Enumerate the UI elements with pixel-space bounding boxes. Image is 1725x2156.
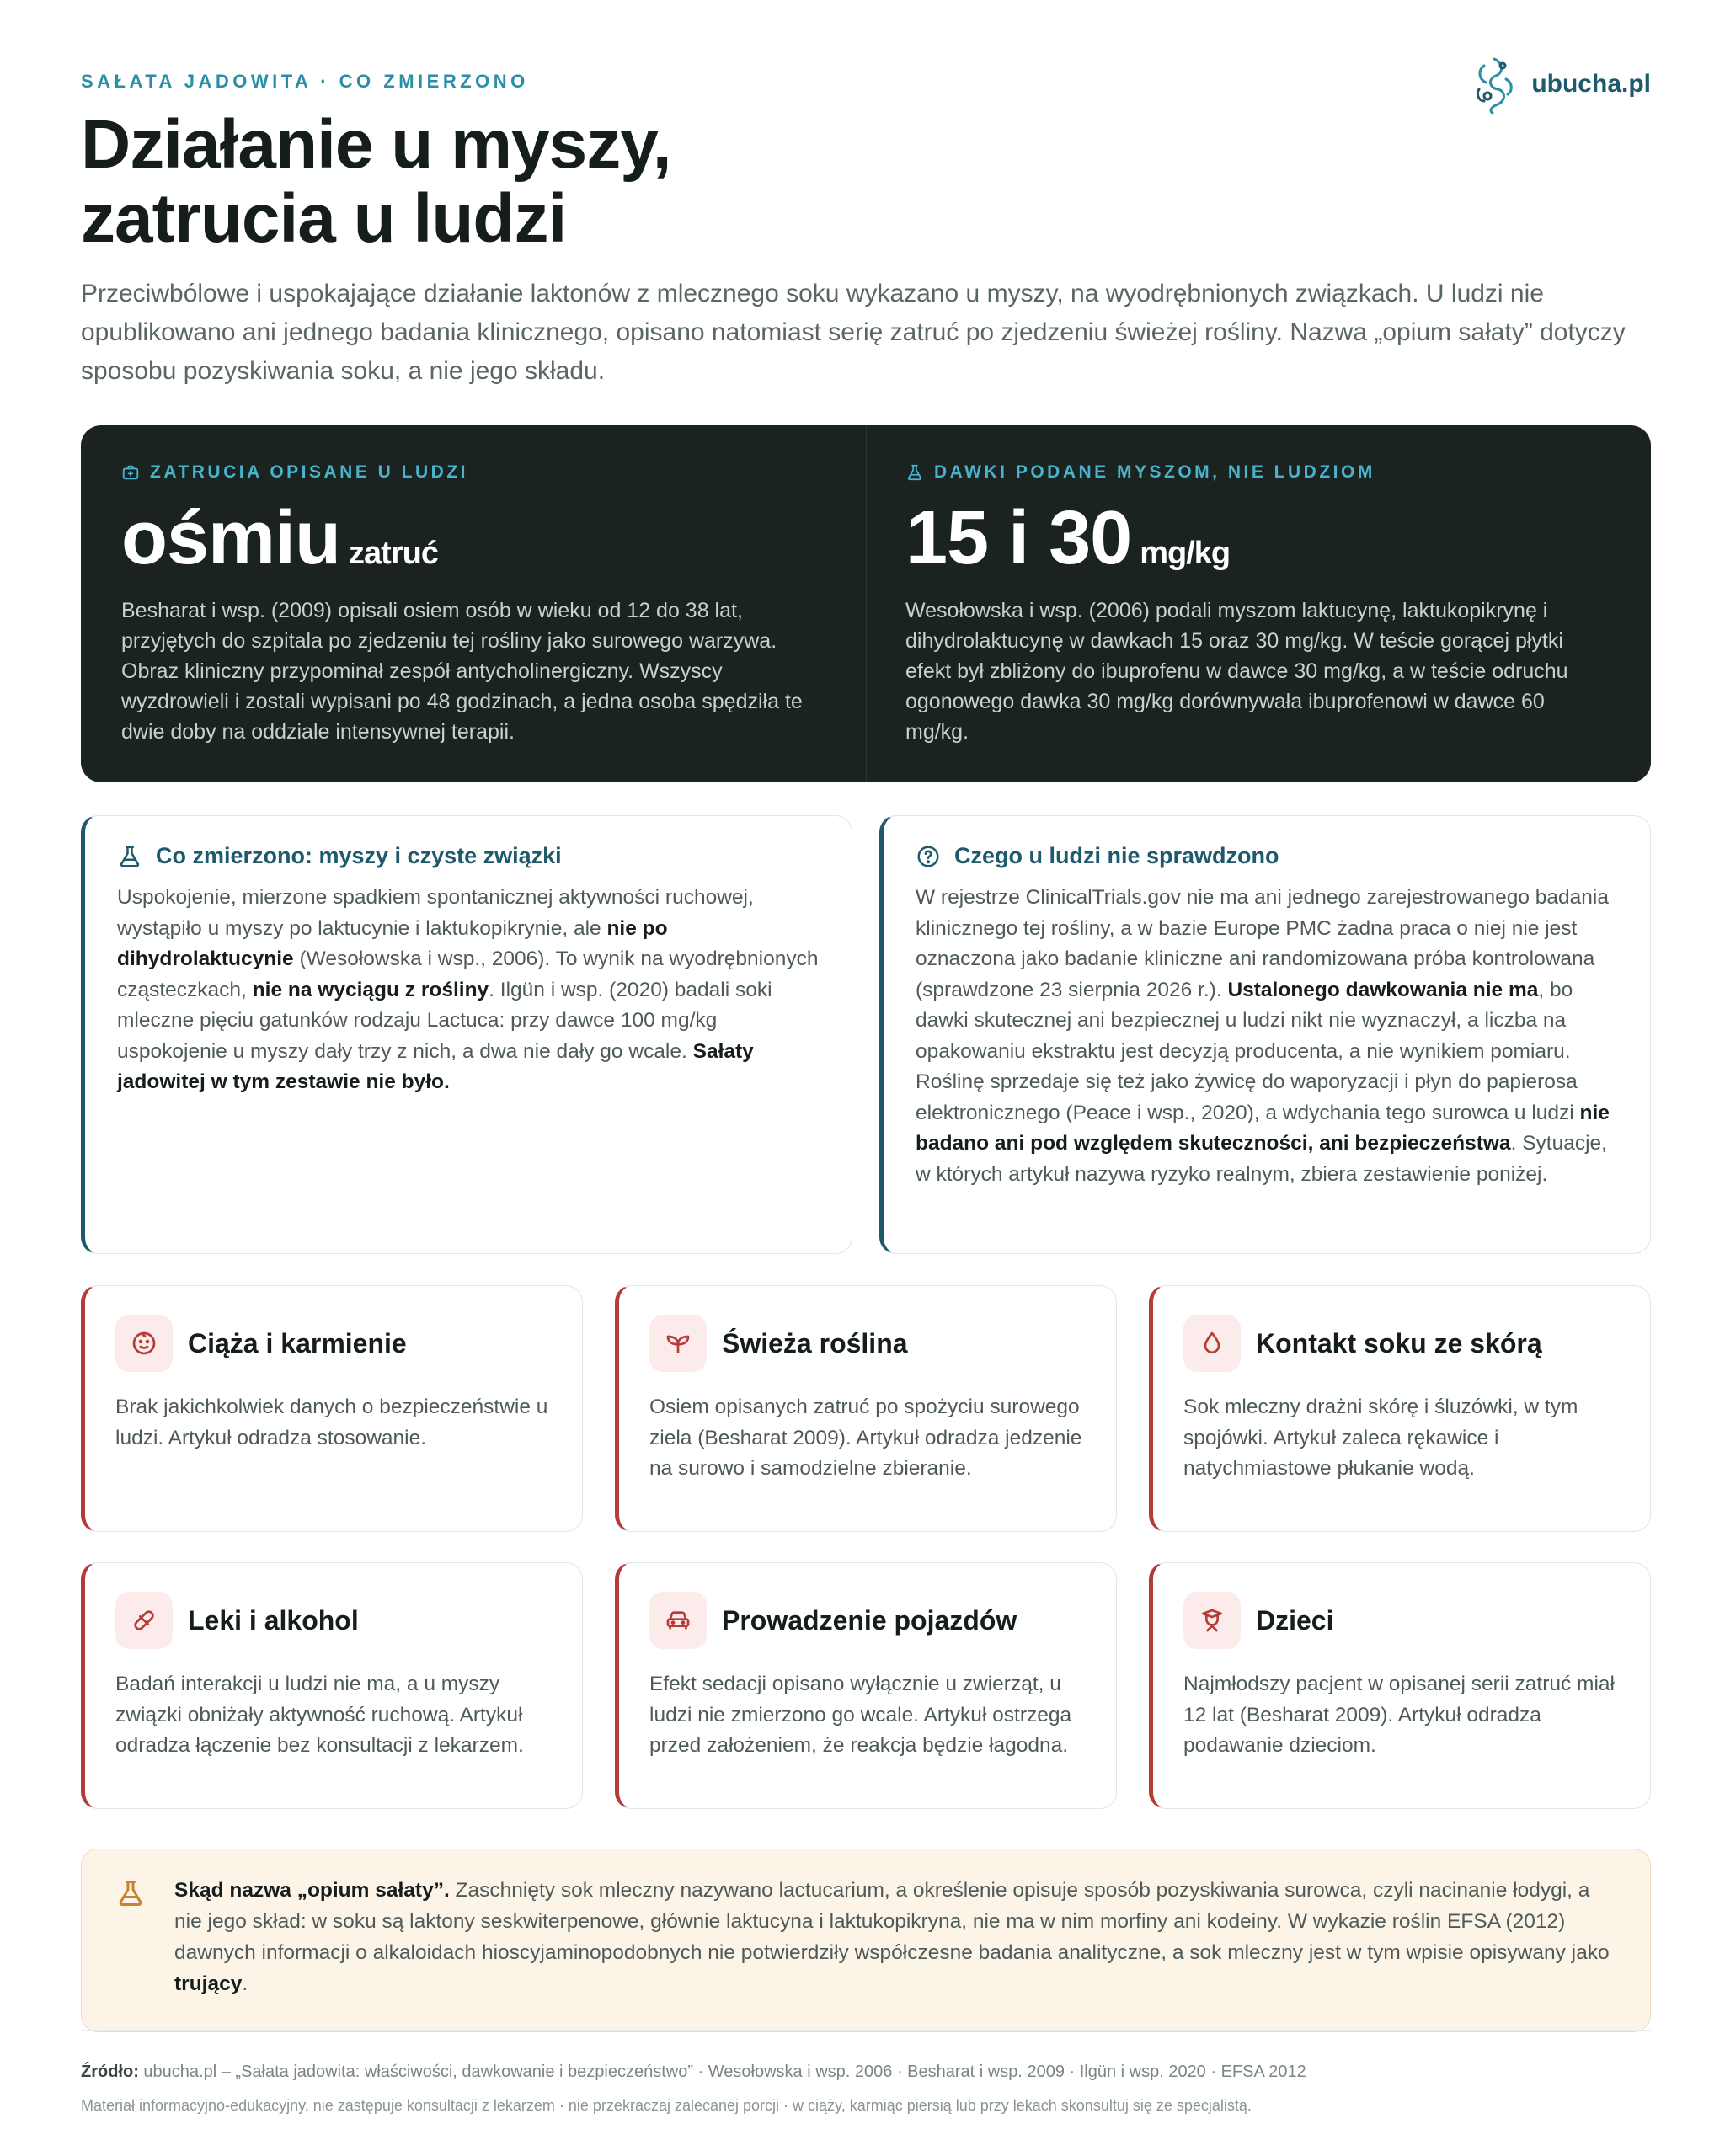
risk-text: Sok mleczny drażni skórę i śluzówki, w tym spojówki. Artykuł zaleca rękawice i natychmiastowe płukanie wodą. (1183, 1396, 1578, 1480)
footer-divider (81, 2030, 1651, 2031)
card-measured (81, 815, 852, 1254)
name-origin-note (81, 1849, 1651, 2032)
stat-description: Besharat i wsp. (2009) opisali osiem osób w wieku od 12 do 38 lat, przyjętych do szpitala po zjedzeniu tej rośliny jako surowego warzywa. Obraz kliniczny przypominał zespół antycholinergiczny. Wszyscy wyzdrowieli i zostali wypisani po 48 godzinach, a jedna osoba spędziła te dwie doby na oddziale intensywnej terapii. (121, 599, 803, 744)
disclaimer: Materiał informacyjno-edukacyjny, nie zastępuje konsultacji z lekarzem · nie przekraczaj zalecanej porcji · w ciąży, karmiąc piersią lub przy lekach skonsultuj się ze specjalistą. (81, 2097, 1252, 2114)
risk-heading (649, 1315, 1086, 1372)
risk-card-fresh-plant (615, 1285, 1117, 1532)
stat-label-text: ZATRUCIA OPISANE U LUDZI (150, 462, 468, 482)
question-circle-icon (916, 844, 941, 869)
risk-icon-box (1183, 1592, 1241, 1649)
stat-value (905, 496, 1610, 580)
stat-description: Wesołowska i wsp. (2006) podali myszom laktucynę, laktukopikrynę i dihydrolaktucynę w dawkach 15 oraz 30 mg/kg. W teście gorącej płytki efekt był zbliżony do ibuprofenu w dawce 30 mg/kg, a w teście odruchu ogonowego dawka 30 mg/kg dorównywała ibuprofenowi w dawce 60 mg/kg. (905, 599, 1568, 744)
stat-number: ośmiu (121, 496, 341, 580)
text-segment: . Sytuacje, w których artykuł nazywa ryzyko realnym, zbiera zestawienie poniżej. (916, 1132, 1607, 1186)
baby-face-icon (131, 1330, 158, 1357)
stat-doses (866, 425, 1651, 782)
stat-number: 15 i 30 (905, 496, 1132, 580)
risk-title: Dzieci (1256, 1604, 1334, 1636)
text-emphasis: Ustalonego dawkowania nie ma (1227, 978, 1539, 1001)
logo-text: ubucha.pl (1531, 70, 1651, 98)
risk-card-children (1149, 1562, 1651, 1809)
risk-text: Badań interakcji u ludzi nie ma, a u myszy związki obniżały aktywność ruchową. Artykuł odradza łączenie bez konsultacji z lekarzem. (115, 1673, 524, 1757)
card-body (117, 883, 820, 1098)
stat-label (905, 462, 1610, 483)
stat-unit: zatruć (349, 536, 438, 571)
card-heading (117, 843, 820, 869)
card-title: Czego u ludzi nie sprawdzono (954, 843, 1279, 868)
flask-icon (905, 463, 924, 482)
risk-icon-box (1183, 1315, 1241, 1372)
risk-text: Brak jakichkolwiek danych o bezpieczeństwie u ludzi. Artykuł odradza stosowanie. (115, 1396, 548, 1449)
risk-text: Osiem opisanych zatruć po spożyciu surowego ziela (Besharat 2009). Artykuł odradza jedzenie na surowo i samodzielne zbieranie. (649, 1396, 1082, 1480)
risk-card-skin-contact (1149, 1285, 1651, 1532)
page-title (81, 108, 671, 256)
stat-label-text: DAWKI PODANE MYSZOM, NIE LUDZIOM (934, 462, 1375, 482)
text-segment: (Wesołowska i wsp., 2006). To wynik na wyodrębnionych cząsteczkach, (117, 947, 819, 1001)
risk-title: Leki i alkohol (188, 1604, 359, 1636)
flask-icon (115, 1878, 146, 1908)
risk-text: Najmłodszy pacjent w opisanej serii zatruć miał 12 lat (Besharat 2009). Artykuł odradza podawanie dzieciom. (1183, 1673, 1615, 1757)
risk-heading (115, 1315, 552, 1372)
risk-icon-box (115, 1315, 173, 1372)
stat-poisonings (81, 425, 866, 782)
card-heading (916, 843, 1618, 869)
risk-heading (649, 1592, 1086, 1649)
title-line-2: zatrucia u ludzi (81, 180, 567, 257)
flask-icon (117, 844, 142, 869)
droplet-icon (1199, 1330, 1226, 1357)
text-emphasis: Sałaty jadowitej w tym zestawie nie było. (117, 1039, 754, 1093)
risk-icon-box (649, 1592, 707, 1649)
text-emphasis: nie po dihydrolaktucynie (117, 916, 668, 970)
pill-icon (131, 1607, 158, 1634)
kombucha-logo-icon (1469, 54, 1519, 115)
stat-unit: mg/kg (1140, 536, 1231, 571)
card-body (916, 883, 1618, 1190)
text-segment: W rejestrze ClinicalTrials.gov nie ma ani jednego zarejestrowanego badania klinicznego tej rośliny, a w bazie Europe PMC żadna praca o niej nie jest oznaczona jako badanie kliniczne ani randomizowana próba kontrolowana (sprawdzone 23 sierpnia 2026 r.). (916, 886, 1609, 1001)
risk-card-drugs-alcohol (81, 1562, 583, 1809)
text-segment: . Ilgün i wsp. (2020) badali soki mleczne pięciu gatunków rodzaju Lactuca: przy dawce 100 mg/kg uspokojenie u myszy dały trzy z nich, a dwa nie dały go wcale. (117, 978, 772, 1063)
sprout-icon (665, 1330, 692, 1357)
text-segment: . (242, 1972, 248, 1995)
risk-icon-box (115, 1592, 173, 1649)
kicker: SAŁATA JADOWITA · CO ZMIERZONO (81, 71, 529, 92)
note-body (174, 1875, 1616, 1999)
card-title: Co zmierzono: myszy i czyste związki (156, 843, 562, 868)
risk-card-pregnancy (81, 1285, 583, 1532)
risk-title: Świeża roślina (722, 1327, 908, 1358)
text-emphasis: nie badano ani pod względem skuteczności, ani bezpieczeństwa (916, 1101, 1610, 1155)
text-segment: Uspokojenie, mierzone spadkiem spontanicznej aktywności ruchowej, wystąpiło u myszy po laktucynie i laktukopikrynie, ale (117, 886, 754, 940)
stat-label (121, 462, 825, 483)
risk-card-driving (615, 1562, 1117, 1809)
risk-title: Ciąża i karmienie (188, 1327, 407, 1358)
text-segment: , bo dawki skutecznej ani bezpiecznej u ludzi nikt nie wyznaczył, a liczba na opakowaniu ekstraktu jest decyzją producenta, a nie wynikiem pomiaru. Roślinę sprzedaje się też jako żywicę do waporyzacji i płyn do papierosa elektronicznego (Peace i wsp., 2020), a wdychania tego surowca u ludzi (916, 978, 1580, 1124)
risk-icon-box (649, 1315, 707, 1372)
source-text: ubucha.pl – „Sałata jadowita: właściwości, dawkowanie i bezpieczeństwo” · Wesołowska i wsp. 2006 · Besharat i wsp. 2009 · Ilgün i wsp. 2020 · EFSA 2012 (138, 2063, 1306, 2081)
risk-text: Efekt sedacji opisano wyłącznie u zwierząt, u ludzi nie zmierzono go wcale. Artykuł ostrzega przed założeniem, że reakcja będzie łagodna. (649, 1673, 1072, 1757)
brand-logo[interactable] (1469, 54, 1651, 115)
text-emphasis: Skąd nazwa „opium sałaty”. (174, 1879, 450, 1902)
source-label: Źródło: (81, 2063, 139, 2081)
child-icon (1199, 1607, 1226, 1634)
risk-heading (1183, 1592, 1620, 1649)
stat-value (121, 496, 825, 580)
first-aid-kit-icon (121, 463, 140, 482)
car-icon (665, 1607, 692, 1634)
risk-title: Prowadzenie pojazdów (722, 1604, 1017, 1636)
risk-title: Kontakt soku ze skórą (1256, 1327, 1542, 1358)
stats-panel (81, 425, 1651, 782)
card-untested (879, 815, 1651, 1254)
risk-heading (1183, 1315, 1620, 1372)
text-emphasis: trujący (174, 1972, 243, 1995)
title-line-1: Działanie u myszy, (81, 106, 671, 183)
text-segment: Zaschnięty sok mleczny nazywano lactucarium, a określenie opisuje sposób pozyskiwania surowca, czyli nacinanie łodygi, a nie jego skład: w soku są laktony seskwiterpenowe, głównie laktucyna i laktukopikryna, nie ma w nim morfiny ani kodeiny. W wykazie roślin EFSA (2012) dawnych informacji o alkaloidach hioscyjaminopodobnych nie potwierdziły współczesne badania analityczne, a sok mleczny jest w tym wpisie opisywany jako (174, 1879, 1610, 1964)
lead-paragraph: Przeciwbólowe i uspokajające działanie laktonów z mlecznego soku wykazano u myszy, na wyodrębnionych związkach. U ludzi nie opublikowano ani jednego badania klinicznego, opisano natomiast serię zatruć po zjedzeniu świeżej rośliny. Nazwa „opium sałaty” dotyczy sposobu pozyskiwania soku, a nie jego składu. (81, 280, 1626, 385)
risk-heading (115, 1592, 552, 1649)
source-line (81, 2063, 1306, 2082)
text-emphasis: nie na wyciągu z rośliny (252, 978, 489, 1001)
